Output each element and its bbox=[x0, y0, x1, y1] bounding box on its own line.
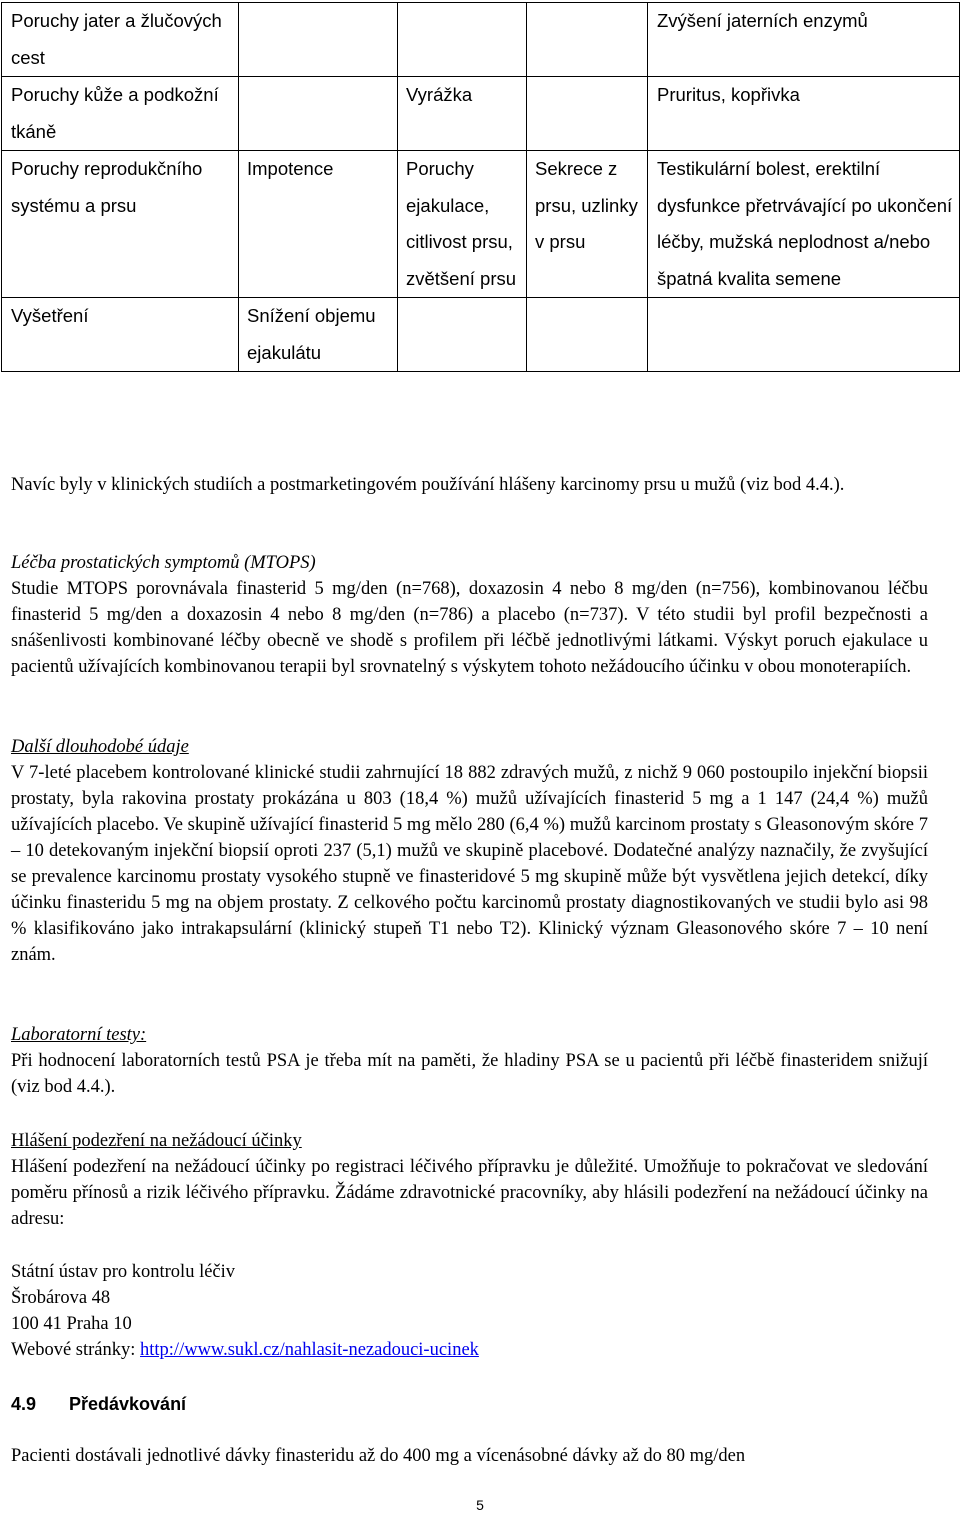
section-mtops bbox=[11, 550, 928, 680]
table-cell: Pruritus, kopřivka bbox=[648, 77, 960, 151]
table-cell: Snížení objemu ejakulátu bbox=[239, 298, 398, 372]
table-cell: Sekrece z prsu, uzlinky v prsu bbox=[527, 151, 648, 298]
reporting-heading: Hlášení podezření na nežádoucí účinky bbox=[11, 1131, 302, 1151]
table-cell bbox=[527, 3, 648, 77]
table-cell bbox=[398, 3, 527, 77]
page-number: 5 bbox=[476, 1497, 484, 1513]
table-cell: Poruchy reprodukčního systému a prsu bbox=[2, 151, 239, 298]
section-title: Předávkování bbox=[69, 1394, 187, 1414]
section-number: 4.9 bbox=[11, 1394, 37, 1414]
paragraph-breast-cancer: Navíc byly v klinických studiích a postmarketingovém používání hlášeny karcinomy prsu u mužů (viz bod 4.4.). bbox=[11, 475, 845, 495]
reporting-paragraph: Hlášení podezření na nežádoucí účinky po registraci léčivého přípravku je důležité. Umožňuje to pokračovat ve sledování poměru přínosů a rizik léčivého přípravku. Žádáme zdravotnické pracovníky, aby hlásili podezření na nežádoucí účinky na adresu: bbox=[11, 1157, 928, 1229]
table-row bbox=[2, 298, 960, 372]
table-cell: Testikulární bolest, erektilní dysfunkce přetrvávající po ukončení léčby, mužská neplodnost a/nebo špatná kvalita semene bbox=[648, 151, 960, 298]
address-block bbox=[11, 1259, 928, 1363]
table-row bbox=[2, 151, 960, 298]
table-cell: Impotence bbox=[239, 151, 398, 298]
mtops-heading: Léčba prostatických symptomů (MTOPS) bbox=[11, 553, 316, 573]
website-label: Webové stránky: bbox=[11, 1340, 141, 1360]
adverse-effects-table bbox=[1, 2, 960, 372]
table-cell: Poruchy ejakulace, citlivost prsu, zvětšení prsu bbox=[398, 151, 527, 298]
section-long-term bbox=[11, 734, 928, 968]
lab-tests-paragraph: Při hodnocení laboratorních testů PSA je třeba mít na paměti, že hladiny PSA se u pacientů při léčbě finasteridem snižují (viz bod 4.4.). bbox=[11, 1051, 928, 1097]
mtops-paragraph: Studie MTOPS porovnávala finasterid 5 mg/den (n=768), doxazosin 4 nebo 8 mg/den (n=756), kombinovanou léčbu finasterid 5 mg/den a doxazosin 4 nebo 8 mg/den (n=786) a placebo (n=737). V této studii byl profil bezpečnosti a snášenlivosti kombinované léčby obecně ve shodě s profilem při léčbě jednotlivými látkami. Výskyt poruch ejakulace u pacientů užívajících kombinovanou terapii byl srovnatelný s výskytem tohoto nežádoucího účinku v obou monoterapiích. bbox=[11, 579, 928, 677]
table-row bbox=[2, 77, 960, 151]
table-cell bbox=[239, 77, 398, 151]
table-cell: Poruchy kůže a podkožní tkáně bbox=[2, 77, 239, 151]
address-line: Státní ústav pro kontrolu léčiv bbox=[11, 1262, 236, 1282]
section-lab-tests bbox=[11, 1022, 928, 1100]
long-term-heading: Další dlouhodobé údaje bbox=[11, 737, 189, 757]
table-cell: Poruchy jater a žlučových cest bbox=[2, 3, 239, 77]
address-line: Šrobárova 48 bbox=[11, 1288, 111, 1308]
table-cell bbox=[648, 298, 960, 372]
section-heading-overdose bbox=[11, 1391, 928, 1417]
table-cell: Zvýšení jaterních enzymů bbox=[648, 3, 960, 77]
table-cell bbox=[527, 298, 648, 372]
section-reporting bbox=[11, 1128, 928, 1232]
long-term-paragraph: V 7-leté placebem kontrolované klinické studii zahrnující 18 882 zdravých mužů, z nichž 9 060 postoupilo injekční biopsii prostaty, byla rakovina prostaty prokázána u 803 (18,4 %) mužů užívajících finasterid 5 mg a 1 147 (24,4 %) mužů užívajících placebo. Ve skupině užívající finasterid 5 mg mělo 280 (6,4 %) mužů karcinom prostaty s Gleasonovým skóre 7 – 10 detekovaným injekční biopsií oproti 237 (5,1) mužů ve skupině placebové. Dodatečné analýzy naznačily, že zvyšující se prevalence karcinomu prostaty vysokého stupně ve finasteridové 5 mg skupině může být vysvětlena jejich detekcí, díky účinku finasteridu 5 mg na objem prostaty. Z celkového počtu karcinomů prostaty diagnostikovaných ve studii bylo asi 98 % klasifikováno jako intrakapsulární (klinický stupeň T1 nebo T2). Klinický význam Gleasonového skóre 7 – 10 není znám. bbox=[11, 763, 928, 965]
table-cell bbox=[239, 3, 398, 77]
table-cell bbox=[527, 77, 648, 151]
overdose-paragraph: Pacienti dostávali jednotlivé dávky finasteridu až do 400 mg a vícenásobné dávky až do 80 mg/den bbox=[11, 1446, 746, 1466]
table-cell bbox=[398, 298, 527, 372]
table-row bbox=[2, 3, 960, 77]
website-line bbox=[11, 1337, 928, 1363]
table-cell: Vyrážka bbox=[398, 77, 527, 151]
address-line: 100 41 Praha 10 bbox=[11, 1314, 132, 1334]
sukl-report-link[interactable]: http://www.sukl.cz/nahlasit-nezadouci-ucinek bbox=[140, 1340, 479, 1360]
table-cell: Vyšetření bbox=[2, 298, 239, 372]
lab-tests-heading: Laboratorní testy: bbox=[11, 1025, 147, 1045]
